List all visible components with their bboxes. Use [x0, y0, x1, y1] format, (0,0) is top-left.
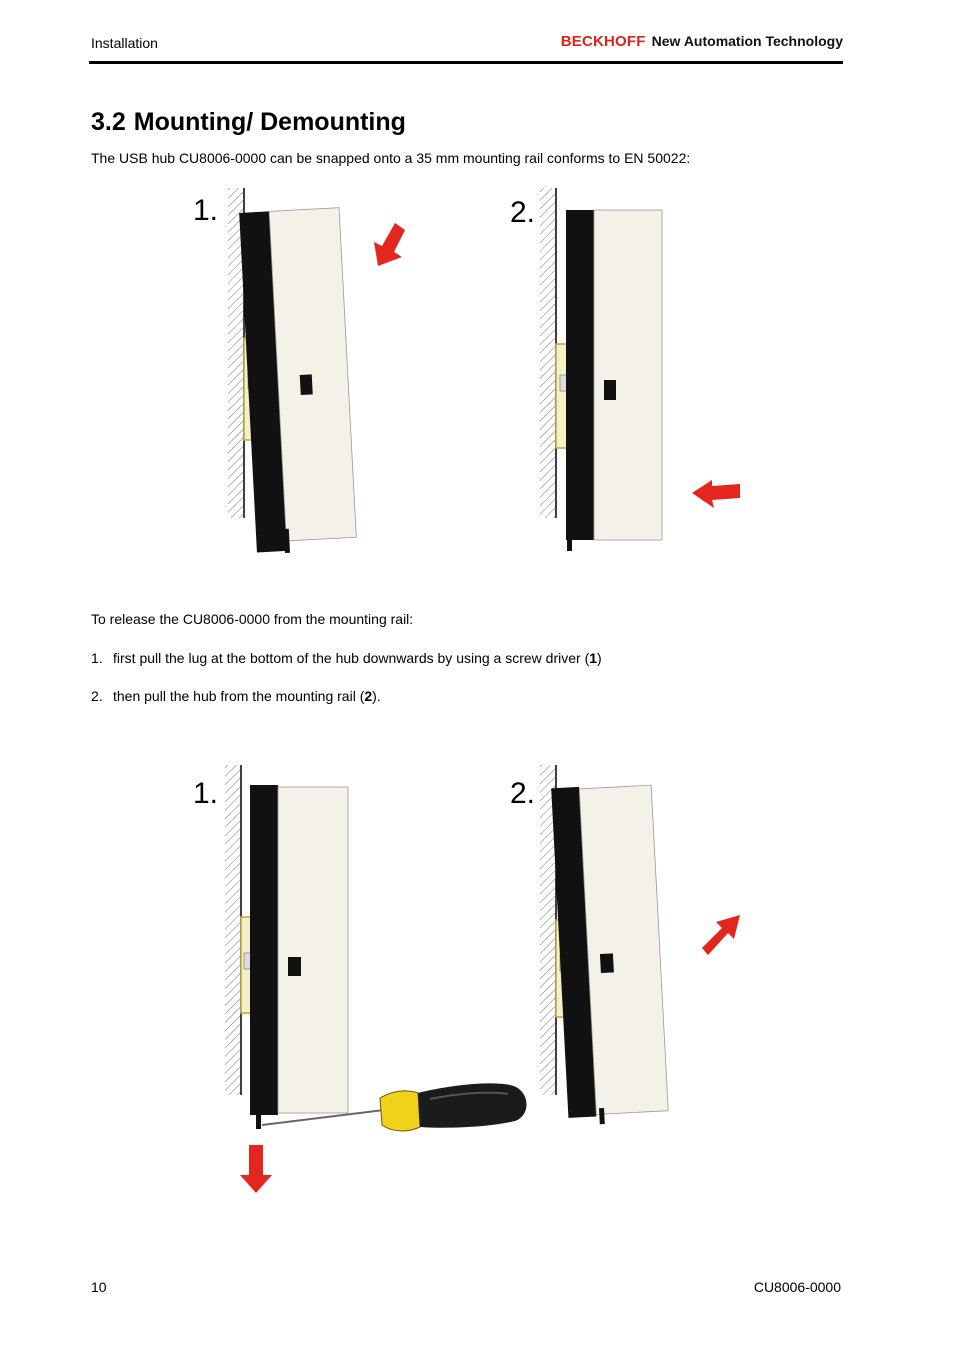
mount-step1-arrow — [374, 223, 405, 266]
demount-step1-arrow — [240, 1145, 272, 1193]
demounting-figure — [0, 755, 954, 1200]
mount-step2-arrow — [692, 480, 740, 508]
mount-step2-label: 2. — [510, 196, 536, 229]
brand-tagline: New Automation Technology — [651, 33, 843, 49]
mount-step2-wall — [540, 188, 556, 518]
demount-step1-label: 1. — [193, 777, 219, 810]
mounting-figure — [0, 180, 954, 560]
header-rule — [89, 61, 843, 64]
release-step-2: 2. then pull the hub from the mounting rail (2). — [91, 688, 381, 704]
brand-logo — [561, 33, 843, 50]
brand-name: BECKHOFF — [560, 33, 646, 50]
demount-step2-label: 2. — [510, 777, 536, 810]
page-number: 10 — [91, 1279, 107, 1295]
mount-step1-hub — [239, 208, 357, 555]
header-section-label: Installation — [91, 35, 158, 51]
mount-step2-hub — [566, 210, 662, 551]
section-number: 3.2 — [91, 108, 126, 136]
release-intro: To release the CU8006-0000 from the mounting rail: — [91, 611, 414, 627]
demount-step1-wall — [225, 765, 241, 1095]
section-title — [91, 108, 406, 137]
mount-step1-label: 1. — [193, 194, 219, 227]
release-step-1: 1. first pull the lug at the bottom of the hub downwards by using a screw driver (1) — [91, 650, 602, 666]
demount-step2-arrow — [702, 915, 740, 955]
demount-step2-hub — [551, 783, 669, 1126]
intro-paragraph: The USB hub CU8006-0000 can be snapped onto a 35 mm mounting rail conforms to EN 50022: — [91, 150, 691, 166]
demount-step1-hub — [250, 785, 348, 1129]
document-id: CU8006-0000 — [753, 1279, 841, 1295]
section-title-text: Mounting/ Demounting — [133, 108, 406, 136]
